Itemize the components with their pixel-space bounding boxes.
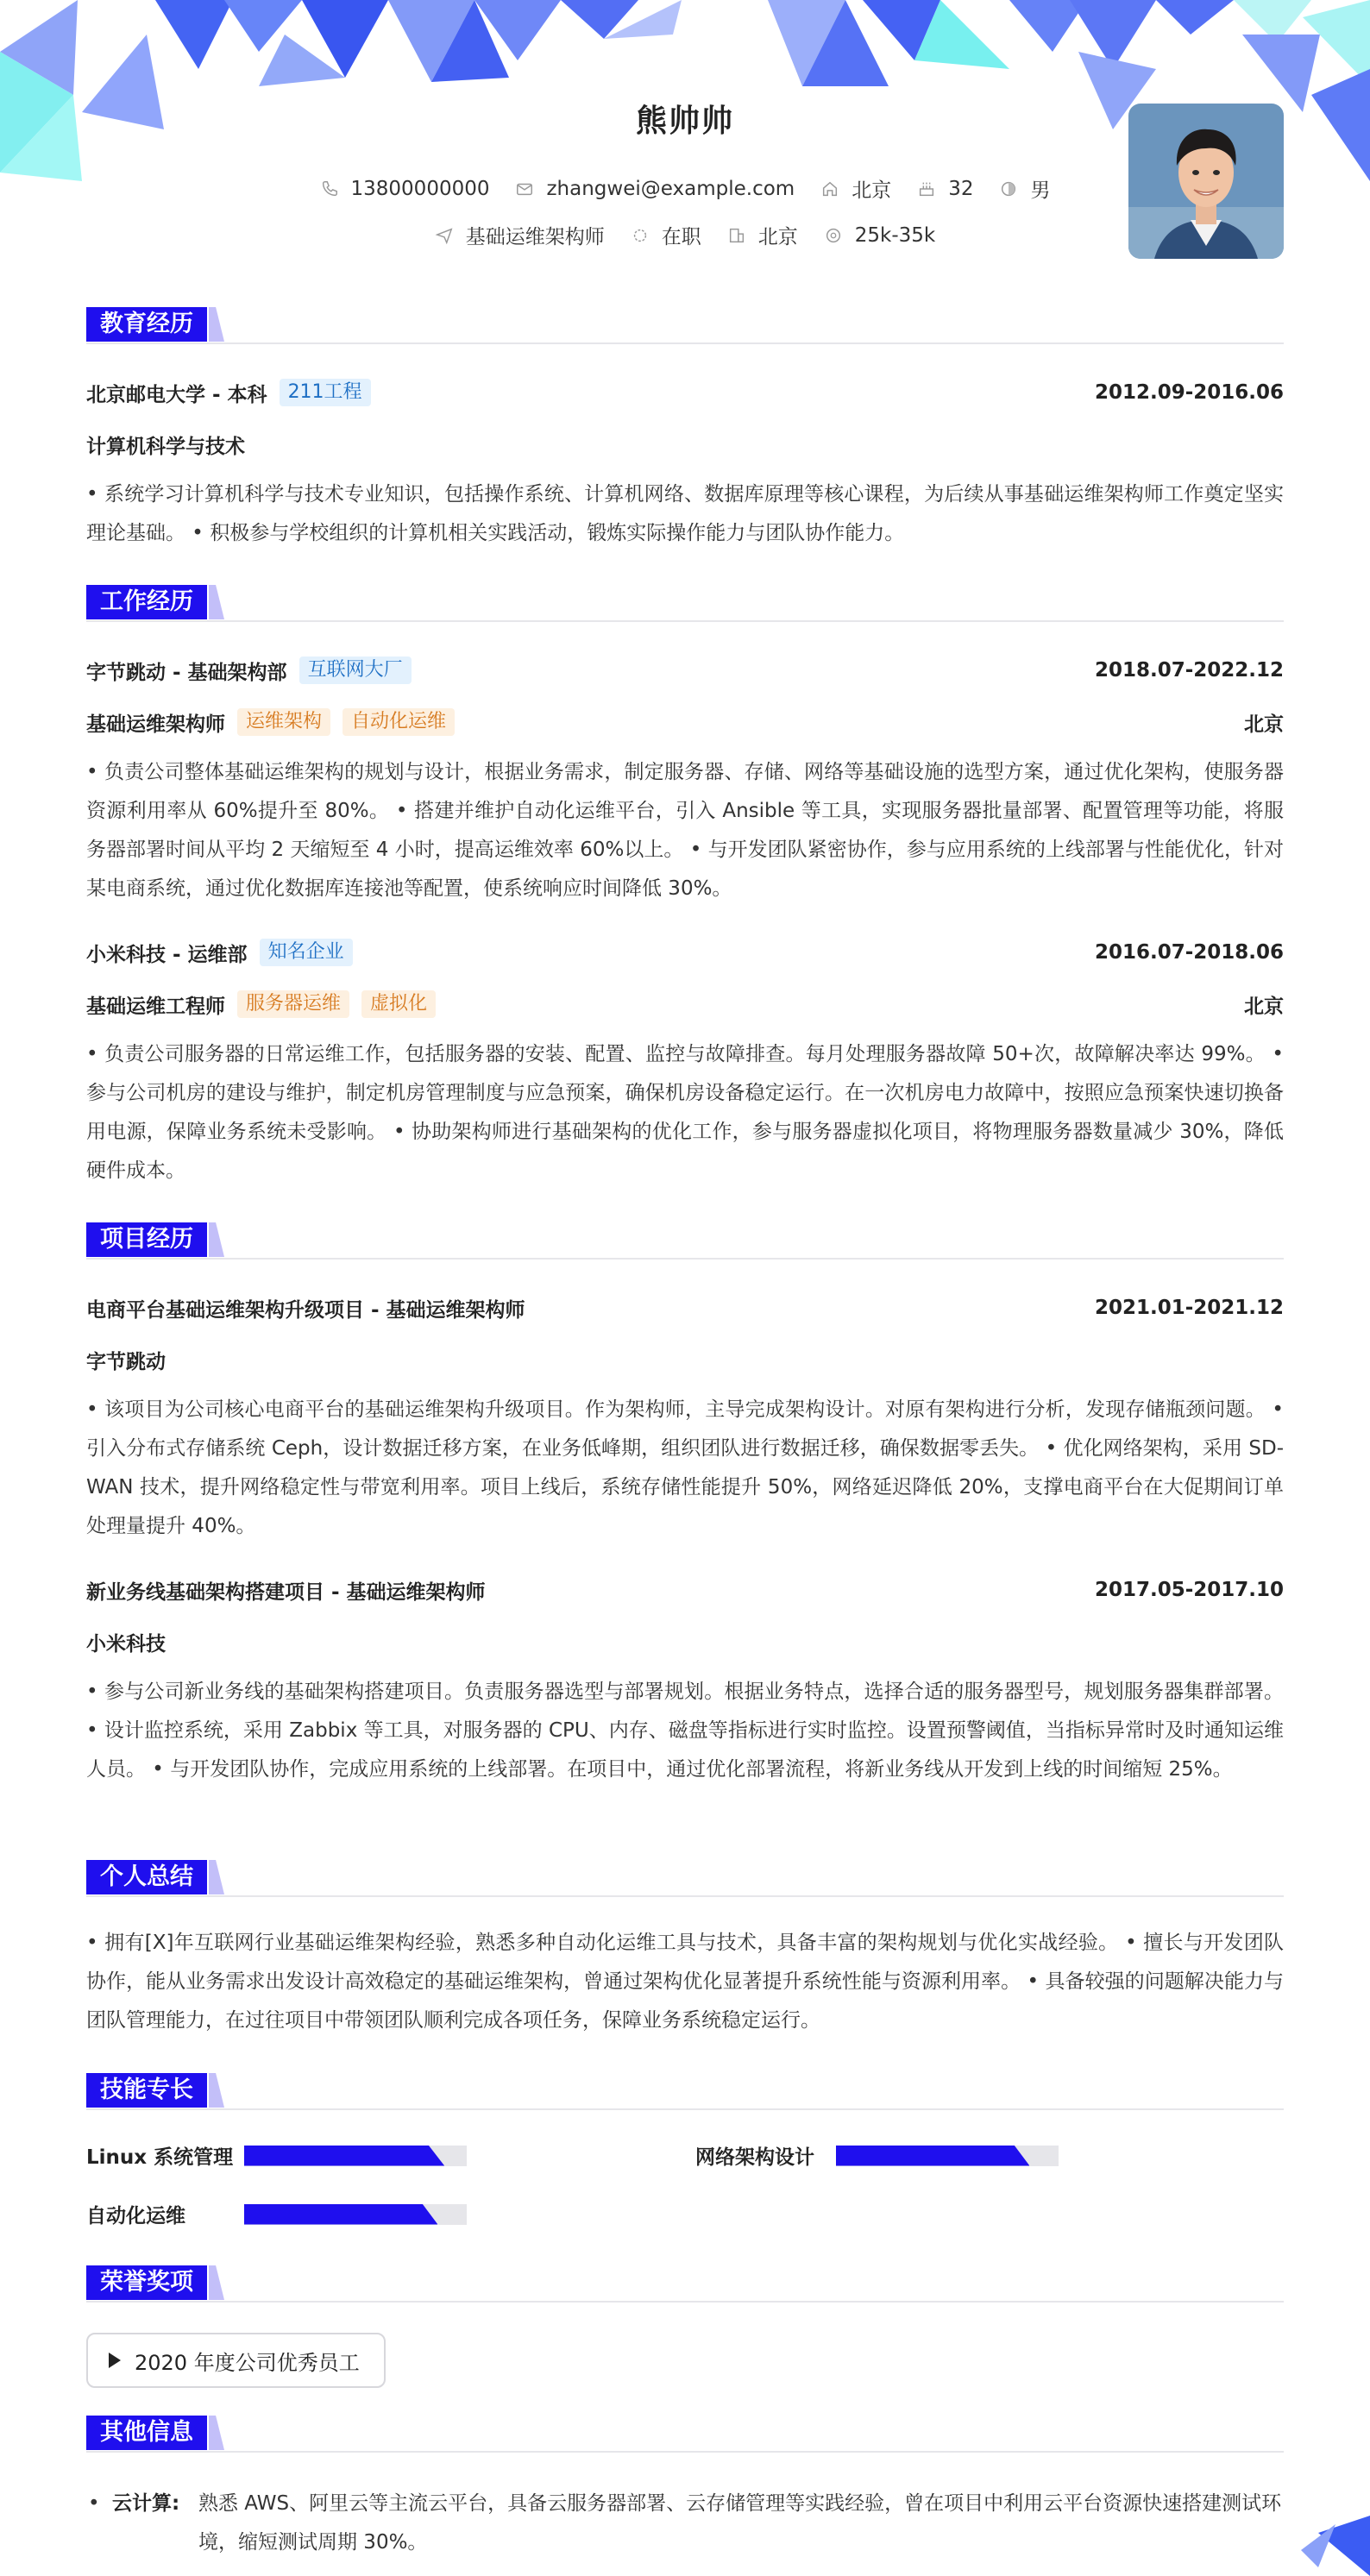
project-header xyxy=(86,1574,1284,1605)
skill-bar xyxy=(244,2146,467,2166)
role-title: 基础运维工程师 xyxy=(86,995,225,1018)
education-date: 2012.09-2016.06 xyxy=(1094,381,1284,404)
section-title-accent xyxy=(209,1860,224,1894)
target-city-item xyxy=(727,221,798,249)
section-title-accent xyxy=(209,2265,224,2300)
phone-item xyxy=(320,178,490,200)
section-title: 技能专长 xyxy=(86,2073,207,2108)
salary-item xyxy=(824,224,935,247)
building-icon xyxy=(727,226,746,245)
skill-name: 自动化运维 xyxy=(86,2205,185,2227)
section-work xyxy=(86,581,1284,621)
status-item xyxy=(631,221,701,249)
work-role-row xyxy=(86,989,1284,1020)
skill-bar-fill xyxy=(244,2204,437,2225)
project-title: 新业务线基础架构搭建项目 - 基础运维架构师 xyxy=(86,1580,486,1604)
education-description: • 系统学习计算机科学与技术专业知识，包括操作系统、计算机网络、数据库原理等核心课程，为后续从事基础运维架构师工作奠定坚实理论基础。 • 积极参与学校组织的计算机相关实践活动，锻炼实际操作能力与团队协作能力。 xyxy=(86,483,1284,544)
role-tag: 自动化运维 xyxy=(342,708,455,736)
section-title: 荣誉奖项 xyxy=(86,2265,207,2300)
email-item xyxy=(515,178,795,200)
section-title-accent xyxy=(209,307,224,342)
section-title: 工作经历 xyxy=(86,585,207,619)
work-description: • 负责公司整体基础运维架构的规划与设计，根据业务需求，制定服务器、存储、网络等基础设施的选型方案，通过优化架构，使服务器资源利用率从 60%提升至 80%。 • 搭建并维护自动化运维平台，引入 Ansible 等工具，实现服务器批量部署、配置管理等功能，将服务器部署时间从平均 2 天缩短至 4 小时，提高运维效率 60%以上。 • 与开发团队紧密协作，参与应用系统的上线部署与性能优化，针对某电商系统，通过优化数据库连接池等配置，使系统响应时间降低 30%。 xyxy=(86,761,1284,900)
salary-value: 25k-35k xyxy=(854,223,936,247)
status-value: 在职 xyxy=(661,226,701,248)
play-triangle-icon xyxy=(109,2353,121,2368)
education-major-row xyxy=(86,429,1284,460)
company-tag: 互联网大厂 xyxy=(299,657,412,684)
role-tag: 运维架构 xyxy=(237,708,330,736)
section-other xyxy=(86,2412,1284,2452)
location-value: 北京 xyxy=(852,179,892,202)
target-city-value: 北京 xyxy=(757,226,798,248)
target-job-item xyxy=(435,221,605,249)
work-item-header xyxy=(86,655,1284,686)
section-title: 个人总结 xyxy=(86,1860,207,1894)
skill-name: 网络架构设计 xyxy=(695,2146,814,2169)
section-skills xyxy=(86,2070,1284,2109)
role-tag: 服务器运维 xyxy=(237,990,349,1018)
skill-item xyxy=(86,2200,467,2228)
email-icon xyxy=(515,179,534,198)
avatar-portrait xyxy=(1128,104,1284,259)
cake-icon xyxy=(917,179,936,198)
status-icon xyxy=(631,226,650,245)
age-item xyxy=(917,178,973,200)
section-divider xyxy=(86,1895,1284,1897)
work-city: 北京 xyxy=(1244,995,1284,1018)
skill-item xyxy=(86,2141,467,2170)
home-icon xyxy=(820,179,839,198)
email-value: zhangwei@example.com xyxy=(546,177,795,200)
skill-bar-fill xyxy=(836,2146,1029,2166)
work-description: • 负责公司服务器的日常运维工作，包括服务器的安装、配置、监控与故障排查。每月处理服务器故障 50+次，故障解决率达 99%。 • 参与公司机房的建设与维护，制定机房管理制度与应急预案，确保机房设备稳定运行。在一次机房电力故障中，按照应急预案快速切换备用电源，保障业务系统未受影响。 • 协助架构师进行基础架构的优化工作，参与服务器虚拟化项目，将物理服务器数量减少 30%，降低硬件成本。 xyxy=(86,1043,1284,1182)
gender-icon xyxy=(999,179,1018,198)
project-title: 电商平台基础运维架构升级项目 - 基础运维架构师 xyxy=(86,1298,525,1322)
section-honors xyxy=(86,2262,1284,2302)
project-header xyxy=(86,1292,1284,1323)
section-projects xyxy=(86,1219,1284,1259)
section-education xyxy=(86,304,1284,343)
summary-text: • 拥有[X]年互联网行业基础运维架构经验，熟悉多种自动化运维工具与技术，具备丰富的架构规划与优化实战经验。 • 擅长与开发团队协作，能从业务需求出发设计高效稳定的基础运维架构，曾通过架构优化显著提升系统性能与资源利用率。 • 具备较强的问题解决能力与团队管理能力，在过往项目中带领团队顺利完成各项任务，保障业务系统稳定运行。 xyxy=(86,1932,1284,2032)
skill-name: Linux 系统管理 xyxy=(86,2146,234,2169)
role-tag: 虚拟化 xyxy=(361,990,436,1018)
age-value: 32 xyxy=(948,177,974,200)
target-job-value: 基础运维架构师 xyxy=(465,226,605,248)
work-date: 2018.07-2022.12 xyxy=(1094,659,1284,682)
honor-item xyxy=(86,2333,386,2388)
education-header xyxy=(86,377,1284,408)
coin-icon xyxy=(824,226,843,245)
skill-item xyxy=(695,2141,1059,2170)
section-divider xyxy=(86,2451,1284,2453)
section-divider xyxy=(86,2301,1284,2303)
school-tag: 211工程 xyxy=(280,379,371,406)
skill-bar-fill xyxy=(244,2146,444,2166)
work-city: 北京 xyxy=(1244,713,1284,736)
work-item-header xyxy=(86,937,1284,968)
section-title-accent xyxy=(209,2416,224,2450)
section-title-accent xyxy=(209,585,224,619)
section-divider xyxy=(86,1258,1284,1260)
other-label: 云计算: xyxy=(112,2492,180,2515)
section-title: 其他信息 xyxy=(86,2416,207,2450)
role-title: 基础运维架构师 xyxy=(86,713,225,736)
project-company-row xyxy=(86,1626,1284,1657)
project-company-row xyxy=(86,1344,1284,1375)
work-role-row xyxy=(86,707,1284,738)
honor-text: 2020 年度公司优秀员工 xyxy=(135,2350,360,2375)
section-title-accent xyxy=(209,1222,224,1257)
section-divider xyxy=(86,2108,1284,2110)
gender-value: 男 xyxy=(1030,179,1051,202)
project-description: • 该项目为公司核心电商平台的基础运维架构升级项目。作为架构师，主导完成架构设计。对原有架构进行分析，发现存储瓶颈问题。 • 引入分布式存储系统 Ceph，设计数据迁移方案，在业务低峰期，组织团队进行数据迁移，确保数据零丢失。 • 优化网络架构，采用 SD-WAN 技术，提升网络稳定性与带宽利用率。项目上线后，系统存储性能提升 50%，网络延迟降低 20%，支撑电商平台在大促期间订单处理量提升 40%。 xyxy=(86,1398,1284,1537)
company-tag: 知名企业 xyxy=(260,939,353,966)
other-item xyxy=(86,2485,1284,2562)
location-item xyxy=(820,174,891,203)
corner-decoration xyxy=(1284,2490,1370,2576)
school-name: 北京邮电大学 - 本科 xyxy=(86,383,267,406)
company-name: 字节跳动 - 基础架构部 xyxy=(86,661,287,684)
project-date: 2021.01-2021.12 xyxy=(1094,1297,1284,1319)
send-icon xyxy=(435,226,454,245)
avatar xyxy=(1128,104,1284,259)
candidate-name: 熊帅帅 xyxy=(635,104,734,139)
bullet: • xyxy=(88,2492,100,2515)
project-company: 字节跳动 xyxy=(86,1350,166,1373)
phone-icon xyxy=(320,179,339,198)
section-divider xyxy=(86,620,1284,622)
project-company: 小米科技 xyxy=(86,1632,166,1656)
project-description: • 参与公司新业务线的基础架构搭建项目。负责服务器选型与部署规划。根据业务特点，选择合适的服务器型号，规划服务器集群部署。 • 设计监控系统，采用 Zabbix 等工具，对服务器的 CPU、内存、磁盘等指标进行实时监控。设置预警阈值，当指标异常时及时通知运维人员。 • 与开发团队协作，完成应用系统的上线部署。在项目中，通过优化部署流程，将新业务线从开发到上线的时间缩短 25%。 xyxy=(86,1681,1284,1781)
section-title-accent xyxy=(209,2073,224,2108)
skill-bar xyxy=(836,2146,1059,2166)
section-divider xyxy=(86,342,1284,344)
section-title: 教育经历 xyxy=(86,307,207,342)
section-title: 项目经历 xyxy=(86,1222,207,1257)
job-intention-row xyxy=(86,221,1284,249)
company-name: 小米科技 - 运维部 xyxy=(86,943,248,966)
project-date: 2017.05-2017.10 xyxy=(1094,1579,1284,1601)
major: 计算机科学与技术 xyxy=(86,435,245,458)
phone-value: 13800000000 xyxy=(350,177,490,200)
work-date: 2016.07-2018.06 xyxy=(1094,941,1284,964)
other-text: 熟悉 AWS、阿里云等主流云平台，具备云服务器部署、云存储管理等实践经验，曾在项目中利用云平台资源快速搭建测试环境，缩短测试周期 30%。 xyxy=(198,2492,1282,2554)
gender-item xyxy=(999,174,1050,203)
section-summary xyxy=(86,1857,1284,1896)
contact-info-row xyxy=(86,174,1284,203)
skill-bar xyxy=(244,2204,467,2225)
